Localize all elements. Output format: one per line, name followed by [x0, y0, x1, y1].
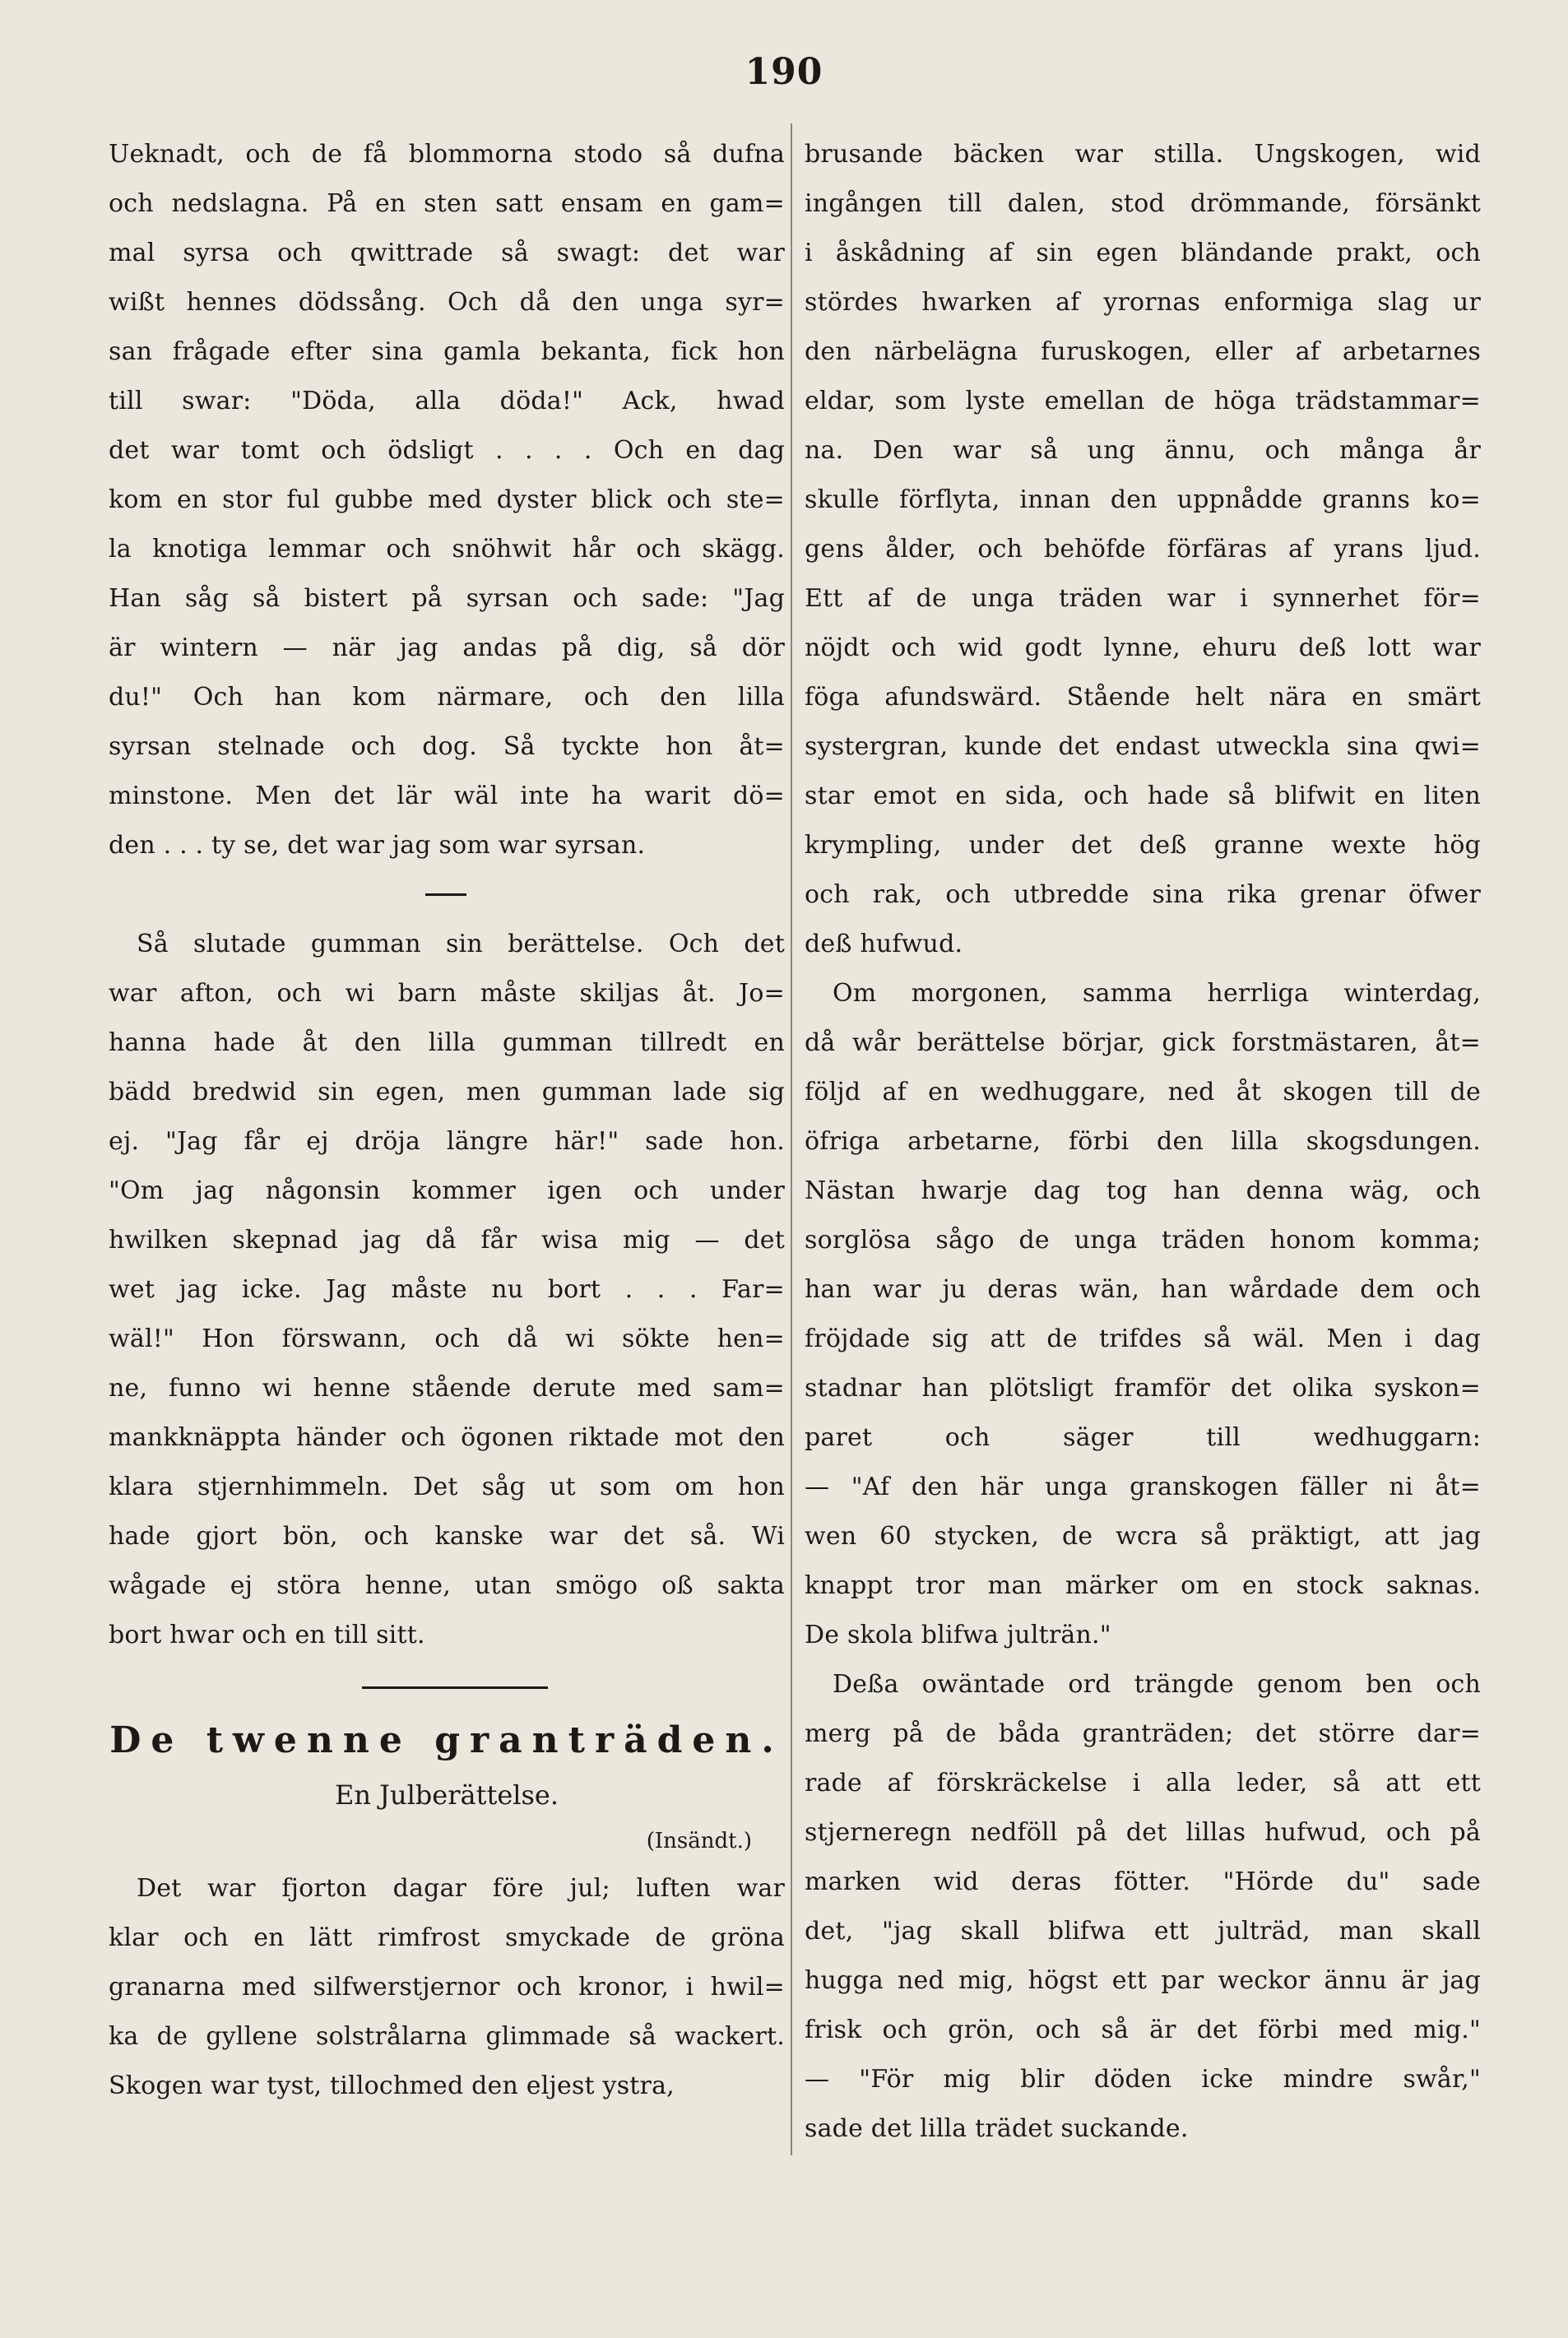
page-number: 190 [745, 51, 823, 93]
text-line: stadnar han plötsligt framför det olika syskon= [805, 1374, 1481, 1403]
story-subtitle: En Julberättelse. [334, 1779, 559, 1811]
text-line: ka de gyllene solstrålarna glimmade så wackert. [109, 2022, 785, 2051]
text-line: mankknäppta händer och ögonen riktade mot den [109, 1423, 785, 1452]
text-line: Om morgonen, samma herrliga winterdag, [833, 979, 1481, 1008]
text-line: merg på de båda granträden; det större dar= [805, 1719, 1481, 1748]
text-line: bädd bredwid sin egen, men gumman lade sig [109, 1078, 785, 1106]
text-line: la knotiga lemmar och snöhwit hår och skägg. [109, 535, 785, 564]
text-line: stördes hwarken af yrornas enformiga slag ur [805, 288, 1481, 317]
left-paragraph-1 [109, 130, 785, 870]
right-column [805, 130, 1481, 2154]
text-line: skulle förflyta, innan den uppnådde granns ko= [805, 485, 1481, 514]
text-line: Det war fjorton dagar före jul; luften war [137, 1874, 785, 1903]
right-paragraph-1 [805, 130, 1481, 969]
text-line: följd af en wedhuggare, ned åt skogen till de [805, 1078, 1481, 1106]
text-line: öfriga arbetarne, förbi den lilla skogsdungen. [805, 1127, 1481, 1156]
text-line: star emot en sida, och hade så blifwit en liten [805, 782, 1481, 810]
text-line: fröjdade sig att de trifdes så wäl. Men i dag [805, 1324, 1481, 1353]
text-line: deß hufwud. [805, 930, 963, 958]
text-line: brusande bäcken war stilla. Ungskogen, wid [805, 140, 1481, 169]
text-line: san frågade efter sina gamla bekanta, fick hon [109, 337, 785, 366]
text-line: den närbelägna furuskogen, eller af arbetarnes [805, 337, 1481, 366]
text-line: hugga ned mig, högst ett par weckor ännu är jag [805, 1966, 1481, 1995]
text-line: — "För mig blir döden icke mindre swår," [805, 2065, 1481, 2094]
text-line: ej. "Jag får ej dröja längre här!" sade hon. [109, 1127, 785, 1156]
text-line: krympling, under det deß granne wexte hög [805, 831, 1481, 860]
text-line: Han såg så bistert på syrsan och sade: "Jag [109, 584, 785, 613]
text-line: marken wid deras fötter. "Hörde du" sade [805, 1867, 1481, 1896]
text-line: det war tomt och ödsligt . . . . Och en dag [109, 436, 785, 465]
text-line: gens ålder, och behöfde förfäras af yrans ljud. [805, 535, 1481, 564]
text-line: är wintern — när jag andas på dig, så dör [109, 633, 785, 662]
text-line: föga afundswärd. Stående helt nära en smärt [805, 683, 1481, 712]
text-line: syrsan stelnade och dog. Så tyckte hon åt= [109, 732, 785, 761]
text-line: du!" Och han kom närmare, och den lilla [109, 683, 785, 712]
text-line: sade det lilla trädet suckande. [805, 2114, 1189, 2143]
text-line: knappt tror man märker om en stock saknas. [805, 1571, 1481, 1600]
text-line: De skola blifwa julträn." [805, 1621, 1111, 1649]
text-line: nöjdt och wid godt lynne, ehuru deß lott war [805, 633, 1481, 662]
text-line: mal syrsa och qwittrade så swagt: det war [109, 239, 785, 267]
story-title: De twenne granträden. [109, 1719, 784, 1761]
text-line: systergran, kunde det endast utweckla sina qwi= [805, 732, 1481, 761]
text-line: Så slutade gumman sin berättelse. Och det [137, 930, 785, 958]
text-line: minstone. Men det lär wäl inte ha warit dö= [109, 782, 785, 810]
left-column [109, 130, 785, 2111]
text-line: stjerneregn nedföll på det lillas hufwud, och på [805, 1818, 1481, 1847]
text-line: han war ju deras wän, han wårdade dem och [805, 1275, 1481, 1304]
text-line: war afton, och wi barn måste skiljas åt. Jo= [109, 979, 785, 1008]
text-line: wet jag icke. Jag måste nu bort . . . Far= [109, 1275, 785, 1304]
text-line: bort hwar och en till sitt. [109, 1621, 425, 1649]
text-line: och nedslagna. På en sten satt ensam en gam= [109, 189, 785, 218]
text-line: då wår berättelse börjar, gick forstmästaren, åt= [805, 1028, 1481, 1057]
text-line: eldar, som lyste emellan de höga trädstammar= [805, 387, 1481, 415]
text-line: hanna hade åt den lilla gumman tillredt en [109, 1028, 785, 1057]
text-line: Deßa owäntade ord trängde genom ben och [833, 1670, 1481, 1699]
text-line: wißt hennes dödssång. Och då den unga syr= [109, 288, 785, 317]
story-note: (Insändt.) [646, 1829, 752, 1853]
text-line: Ueknadt, och de få blommorna stodo så dufna [109, 140, 785, 169]
text-line: ingången till dalen, stod drömmande, försänkt [805, 189, 1481, 218]
text-line: Nästan hwarje dag tog han denna wäg, och [805, 1176, 1481, 1205]
text-line: wen 60 stycken, de wcra så präktigt, att jag [805, 1522, 1481, 1551]
text-line: — "Af den här unga granskogen fäller ni åt= [805, 1473, 1481, 1501]
text-line: Skogen war tyst, tillochmed den eljest ystra, [109, 2071, 675, 2100]
text-line: paret och säger till wedhuggarn: [805, 1423, 1481, 1452]
left-paragraph-2 [109, 920, 785, 1660]
text-line: frisk och grön, och så är det förbi med mig." [805, 2016, 1481, 2044]
text-line: sorglösa sågo de unga träden honom komma; [805, 1226, 1481, 1255]
section-separator [109, 1660, 785, 1709]
text-line: den . . . ty se, det war jag som war syrsan. [109, 831, 646, 860]
right-paragraph-3 [805, 1660, 1481, 2154]
text-line: rade af förskräckelse i alla leder, så att ett [805, 1769, 1481, 1798]
dash-separator [109, 870, 785, 920]
text-line: ne, funno wi henne stående derute med sam= [109, 1374, 785, 1403]
text-line: na. Den war så ung ännu, och många år [805, 436, 1481, 465]
text-line: i åskådning af sin egen bländande prakt, och [805, 239, 1481, 267]
text-line: klara stjernhimmeln. Det såg ut som om hon [109, 1473, 785, 1501]
text-line: wäl!" Hon förswann, och då wi sökte hen= [109, 1324, 785, 1353]
text-line: hwilken skepnad jag då får wisa mig — det [109, 1226, 785, 1255]
left-paragraph-3 [109, 1864, 785, 2111]
right-paragraph-2 [805, 969, 1481, 1660]
text-line: klar och en lätt rimfrost smyckade de gröna [109, 1923, 785, 1952]
text-line: Ett af de unga träden war i synnerhet för= [805, 584, 1481, 613]
text-line: kom en stor ful gubbe med dyster blick och ste= [109, 485, 785, 514]
text-line: hade gjort bön, och kanske war det så. Wi [109, 1522, 785, 1551]
column-divider [791, 123, 792, 2155]
text-line: och rak, och utbredde sina rika grenar öfwer [805, 880, 1481, 909]
text-line: granarna med silfwerstjernor och kronor, i hwil= [109, 1973, 785, 2002]
text-line: wågade ej störa henne, utan smögo oß sakta [109, 1571, 785, 1600]
text-line: det, "jag skall blifwa ett julträd, man skall [805, 1917, 1481, 1946]
text-line: "Om jag någonsin kommer igen och under [109, 1176, 785, 1205]
text-line: till swar: "Döda, alla döda!" Ack, hwad [109, 387, 785, 415]
